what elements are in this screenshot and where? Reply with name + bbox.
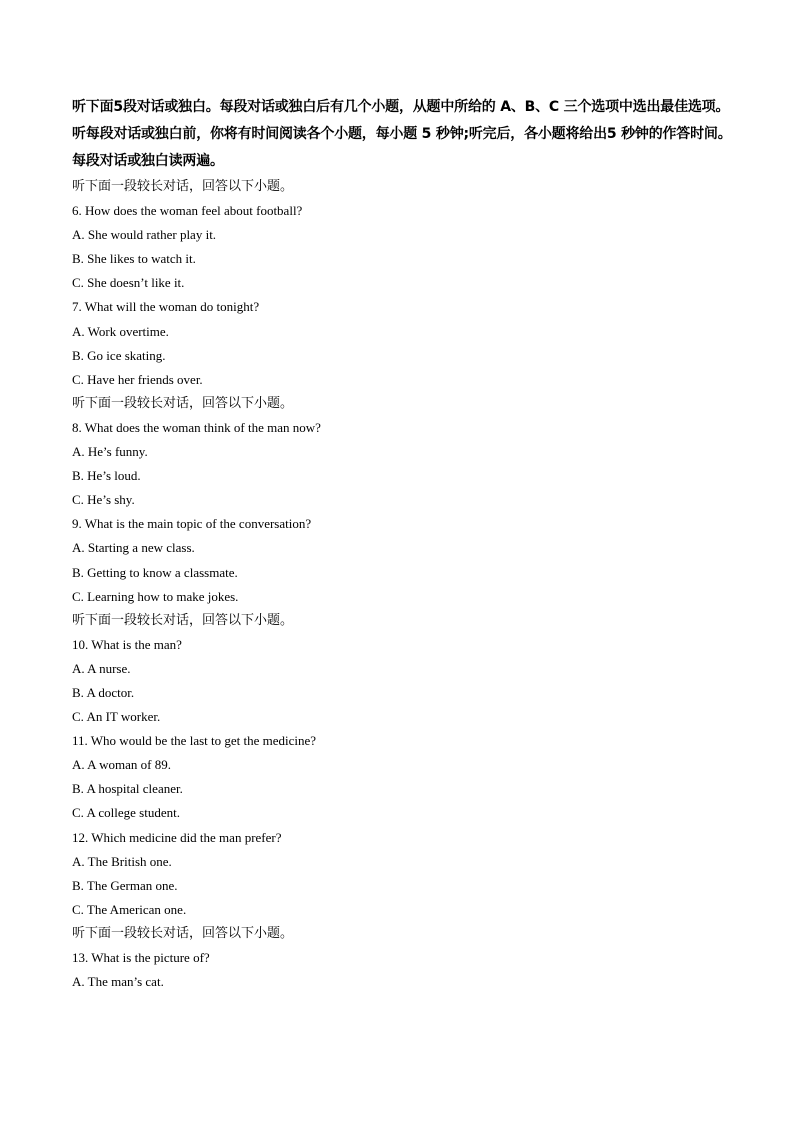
instruction-line: 每段对话或独白读两遍。 (72, 153, 224, 169)
question-line: 12. Which medicine did the man prefer? (72, 829, 282, 845)
option-line: B. A doctor. (72, 684, 135, 700)
question-line: 11. Who would be the last to get the medicine? (72, 733, 317, 749)
option-line: C. The American one. (72, 901, 187, 917)
section-heading: 听下面一段较长对话，回答以下小题。 (72, 395, 294, 411)
question-line: 9. What is the main topic of the conversation? (72, 516, 312, 532)
option-line: B. The German one. (72, 877, 178, 893)
option-line: C. Have her friends over. (72, 371, 203, 387)
option-line: C. A college student. (72, 805, 180, 821)
question-line: 10. What is the man? (72, 636, 182, 652)
option-line: B. Go ice skating. (72, 347, 166, 363)
question-list (72, 175, 752, 994)
option-line: B. A hospital cleaner. (72, 781, 183, 797)
option-line: C. An IT worker. (72, 709, 161, 725)
option-line: C. She doesn’t like it. (72, 275, 185, 291)
instruction-line: 听下面5段对话或独白。每段对话或独白后有几个小题，从题中所给的 A、B、C 三个选项中选出最佳选项。 (72, 99, 730, 115)
section-heading: 听下面一段较长对话，回答以下小题。 (72, 612, 294, 628)
instruction-line: 听每段对话或独白前，你将有时间阅读各个小题，每小题 5 秒钟;听完后，各小题将给出5 秒钟的作答时间。 (72, 126, 732, 142)
section-heading: 听下面一段较长对话，回答以下小题。 (72, 925, 294, 941)
option-line: C. He’s shy. (72, 492, 135, 508)
option-line: A. The British one. (72, 853, 172, 869)
document-page (72, 94, 752, 994)
instructions (72, 94, 752, 175)
option-line: A. Work overtime. (72, 323, 169, 339)
option-line: C. Learning how to make jokes. (72, 588, 239, 604)
option-line: B. He’s loud. (72, 468, 141, 484)
option-line: A. She would rather play it. (72, 227, 217, 243)
option-line: A. Starting a new class. (72, 540, 195, 556)
option-line: A. The man’s cat. (72, 974, 164, 990)
section-heading: 听下面一段较长对话，回答以下小题。 (72, 179, 294, 194)
option-line: A. A nurse. (72, 660, 131, 676)
question-line: 7. What will the woman do tonight? (72, 299, 260, 315)
option-line: A. He’s funny. (72, 444, 148, 460)
option-line: B. She likes to watch it. (72, 251, 196, 267)
question-line: 8. What does the woman think of the man now? (72, 419, 321, 435)
question-line: 13. What is the picture of? (72, 950, 210, 965)
option-line: A. A woman of 89. (72, 757, 171, 773)
option-line: B. Getting to know a classmate. (72, 564, 238, 580)
question-line: 6. How does the woman feel about football? (72, 203, 303, 219)
